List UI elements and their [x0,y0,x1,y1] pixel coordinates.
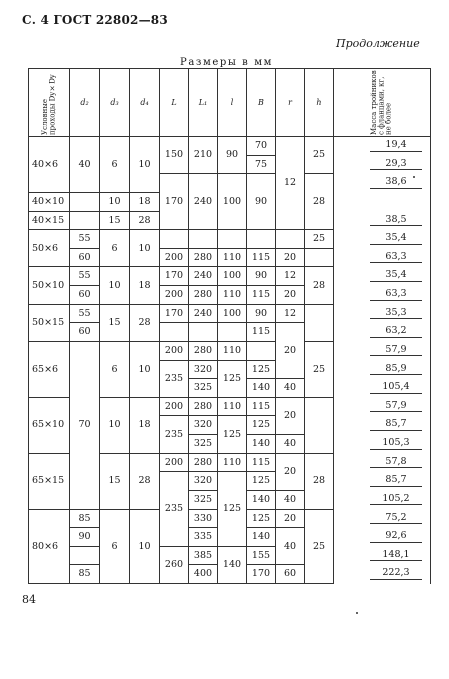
cell-l: 100 [218,174,247,230]
cell-mass: 63,2 [334,323,431,342]
header-r: r [276,69,305,137]
cell-r: 20 [276,453,305,490]
cell-dy: 80×6 [29,509,70,584]
cell-l: 170 [160,304,189,323]
cell-dy: 40×15 [29,211,70,230]
table-row [29,286,431,305]
cell-b: 125 [247,416,276,435]
cell-mass: 105,3 [334,435,431,454]
header-d3: d₃ [100,69,130,137]
cell-mass: 148,1 [334,546,431,565]
cell-l1: 335 [189,528,218,547]
cell-l: 200 [160,286,189,305]
cell-l: 110 [218,341,247,360]
cell-d3: 15 [100,211,130,230]
cell-mass: 19,4 [334,137,431,156]
cell-d3: 6 [100,341,130,397]
cell-mass: 222,3 [334,565,431,584]
cell-r: 12 [276,267,305,286]
cell-h: 28 [305,267,334,304]
cell-d3: 15 [100,304,130,341]
cell-b: 125 [247,509,276,528]
cell-d2: 90 [70,528,100,547]
cell-l1: 280 [189,397,218,416]
cell-dy: 65×15 [29,453,70,509]
cell-l1: 320 [189,472,218,491]
cell-b [247,230,276,249]
cell-l: 100 [218,304,247,323]
table-header-row [29,69,431,137]
cell-l1: 325 [189,490,218,509]
cell-d3: 10 [100,267,130,304]
table-row [29,323,431,342]
cell-l: 110 [218,286,247,305]
cell-l [218,323,247,342]
cell-l1: 385 [189,546,218,565]
cell-d2: 55 [70,230,100,249]
cell-l [160,230,189,249]
cell-l1: 320 [189,416,218,435]
cell-l1: 320 [189,360,218,379]
cell-d4: 10 [130,137,160,193]
cell-d4: 10 [130,509,160,584]
cell-l: 125 [218,472,247,547]
cell-r: 40 [276,528,305,565]
cell-l: 110 [218,453,247,472]
cell-r: 40 [276,435,305,454]
speck [413,176,415,178]
cell-dy: 40×6 [29,137,70,193]
cell-r: 40 [276,379,305,398]
cell-l: 170 [160,267,189,286]
cell-l: 110 [218,397,247,416]
cell-b: 115 [247,323,276,342]
cell-l1: 280 [189,453,218,472]
cell-d3: 15 [100,453,130,509]
table-row [29,304,431,323]
cell-h: 25 [305,509,334,584]
cell-r: 20 [276,286,305,305]
cell-l1: 240 [189,267,218,286]
table-row [29,248,431,267]
cell-l1: 280 [189,341,218,360]
cell-h: 25 [305,230,334,249]
cell-l1: 210 [189,137,218,174]
header-dy: Условные проходы Dy×Dy [29,69,70,137]
cell-mass: 85,7 [334,416,431,435]
header-L: L [160,69,189,137]
table-row [29,137,431,156]
cell-l1 [189,323,218,342]
cell-d2: 60 [70,323,100,342]
cell-d3: 6 [100,509,130,584]
cell-d4: 28 [130,211,160,230]
cell-b: 140 [247,490,276,509]
cell-d3: 10 [100,192,130,211]
cell-dy: 50×15 [29,304,70,341]
cell-d3: 10 [100,397,130,453]
table-body [29,137,431,584]
cell-b: 140 [247,435,276,454]
cell-l1: 240 [189,174,218,230]
cell-b: 115 [247,453,276,472]
cell-d2: 85 [70,565,100,584]
cell-h [305,397,334,453]
cell-d2: 40 [70,137,100,193]
cell-l1: 280 [189,248,218,267]
cell-mass: 105,2 [334,490,431,509]
page-number: 84 [22,593,36,606]
table-row [29,267,431,286]
cell-h: 25 [305,341,334,397]
cell-r: 12 [276,304,305,323]
cell-b: 140 [247,379,276,398]
cell-l [160,323,189,342]
cell-r: 20 [276,509,305,528]
cell-l: 125 [218,416,247,453]
cell-b: 90 [247,304,276,323]
cell-l: 200 [160,341,189,360]
cell-d2: 60 [70,248,100,267]
cell-b: 115 [247,397,276,416]
cell-b: 155 [247,546,276,565]
cell-r: 20 [276,248,305,267]
header-d2: d₂ [70,69,100,137]
cell-h: 25 [305,137,334,174]
cell-l: 110 [218,248,247,267]
cell-b: 140 [247,528,276,547]
cell-d4: 28 [130,304,160,341]
cell-l: 150 [160,137,189,174]
cell-l: 260 [160,546,189,583]
cell-h [305,304,334,341]
cell-l: 200 [160,397,189,416]
cell-d4: 10 [130,341,160,397]
cell-mass: 38,6 [334,174,431,193]
cell-l: 235 [160,360,189,397]
cell-dy: 65×6 [29,341,70,397]
cell-l1: 280 [189,286,218,305]
table-caption: Размеры в мм [180,57,273,68]
dimensions-table [28,68,431,584]
cell-dy: 40×10 [29,192,70,211]
header-L1: L₁ [189,69,218,137]
cell-mass: 29,3 [334,155,431,174]
cell-dy: 65×10 [29,397,70,453]
cell-l: 90 [218,137,247,174]
cell-l: 140 [218,546,247,583]
cell-mass: 85,7 [334,472,431,491]
cell-d2 [70,211,100,230]
cell-mass: 105,4 [334,379,431,398]
cell-mass: 35,3 [334,304,431,323]
cell-mass: 63,3 [334,286,431,305]
cell-mass: 75,2 [334,509,431,528]
continuation-label: Продолжение [336,37,420,50]
cell-b: 70 [247,137,276,156]
cell-mass: 63,3 [334,248,431,267]
cell-dy: 50×6 [29,230,70,267]
cell-l: 100 [218,267,247,286]
cell-r: 60 [276,565,305,584]
cell-h: 28 [305,174,334,230]
cell-mass [334,192,431,211]
cell-l: 235 [160,416,189,453]
header-l: l [218,69,247,137]
cell-b: 125 [247,472,276,491]
cell-l1: 330 [189,509,218,528]
cell-mass: 35,4 [334,230,431,249]
cell-d2: 70 [70,341,100,509]
cell-d2: 60 [70,286,100,305]
header-d4: d₄ [130,69,160,137]
cell-b: 90 [247,174,276,230]
cell-d2: 55 [70,304,100,323]
speck [356,612,358,614]
cell-dy: 50×10 [29,267,70,304]
cell-d4: 18 [130,397,160,453]
cell-b: 115 [247,286,276,305]
header-B: B [247,69,276,137]
header-h: h [305,69,334,137]
cell-r: 40 [276,490,305,509]
cell-mass: 35,4 [334,267,431,286]
cell-d2: 85 [70,509,100,528]
cell-d2 [70,192,100,211]
cell-b [247,341,276,360]
cell-r: 20 [276,323,305,379]
cell-mass: 57,8 [334,453,431,472]
table-row [29,230,431,249]
cell-d4: 10 [130,230,160,267]
cell-h: 28 [305,453,334,509]
cell-l: 125 [218,360,247,397]
cell-d4: 18 [130,192,160,211]
cell-l [218,230,247,249]
cell-d4: 18 [130,267,160,304]
cell-b: 90 [247,267,276,286]
cell-l: 200 [160,248,189,267]
document-header: С. 4 ГОСТ 22802—83 [22,13,168,27]
cell-l1: 325 [189,379,218,398]
cell-r: 20 [276,397,305,434]
cell-mass: 57,9 [334,397,431,416]
cell-h [305,248,334,267]
cell-mass: 57,9 [334,341,431,360]
header-mass: Масса тройников с фланцами, кг, не более [334,69,431,137]
cell-b: 115 [247,248,276,267]
cell-b: 170 [247,565,276,584]
cell-mass: 38,5 [334,211,431,230]
cell-d2 [70,546,100,565]
cell-b: 75 [247,155,276,174]
cell-l: 200 [160,453,189,472]
cell-l1 [189,230,218,249]
cell-mass: 92,6 [334,528,431,547]
cell-b: 125 [247,360,276,379]
cell-d4: 28 [130,453,160,509]
cell-l1: 325 [189,435,218,454]
table-row [29,546,431,565]
cell-d2: 55 [70,267,100,286]
cell-l: 235 [160,472,189,547]
cell-mass: 85,9 [334,360,431,379]
cell-l: 170 [160,174,189,230]
cell-d3: 6 [100,137,130,193]
cell-r [276,230,305,249]
table-row [29,341,431,360]
cell-l1: 240 [189,304,218,323]
cell-d3: 6 [100,230,130,267]
cell-l1: 400 [189,565,218,584]
cell-r: 12 [276,137,305,230]
